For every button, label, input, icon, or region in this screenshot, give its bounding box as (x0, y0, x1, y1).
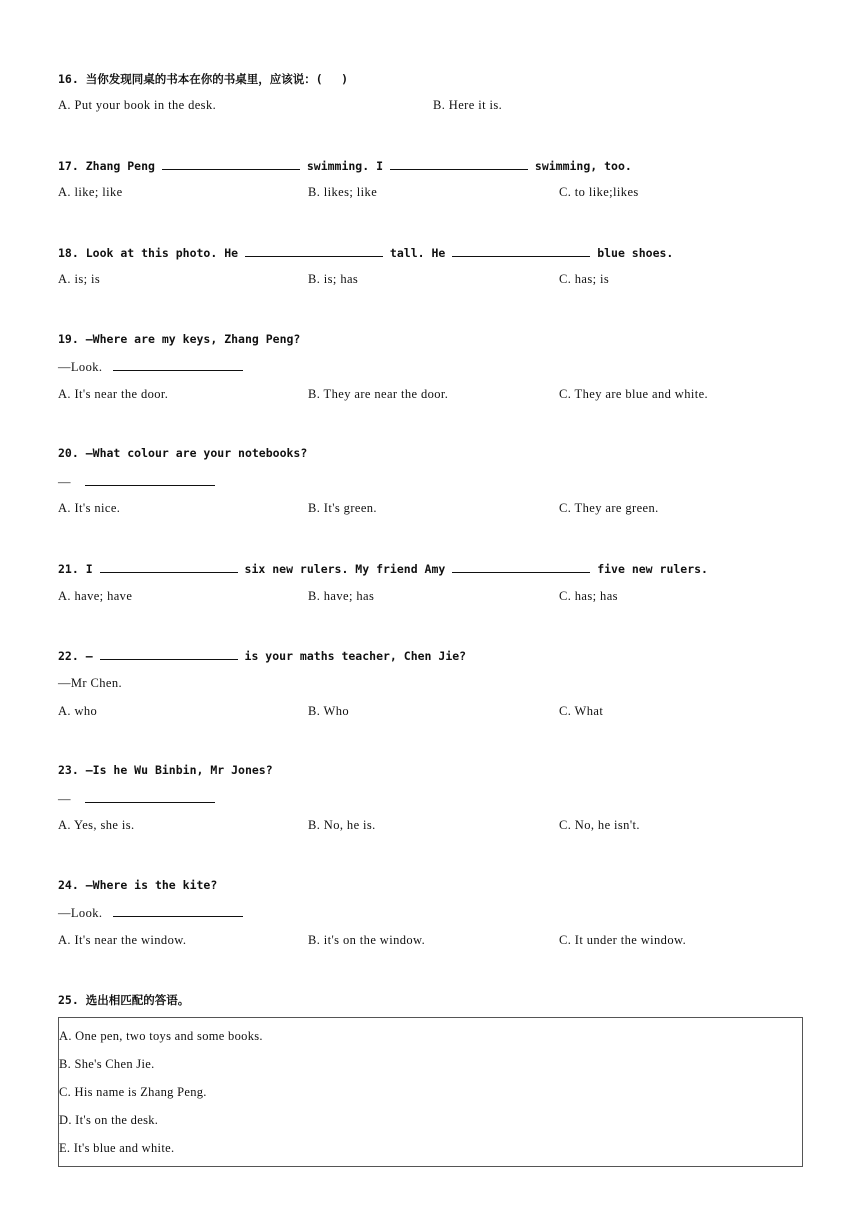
stem-part: I (85, 562, 93, 576)
option-b[interactable]: B. No, he is. (308, 818, 376, 832)
option-c[interactable]: C. has; is (559, 272, 610, 286)
reply-text: — (58, 792, 71, 806)
option-c[interactable]: C. has; has (559, 589, 618, 603)
question-19 (58, 332, 300, 346)
answer-bank-item: B. She's Chen Jie. (59, 1057, 155, 1071)
option-c[interactable]: C. It under the window. (559, 933, 687, 947)
question-24 (58, 878, 217, 892)
option-a[interactable]: A. is; is (58, 272, 101, 286)
question-number: 19. (58, 332, 79, 346)
reply-line (58, 791, 215, 807)
reply-text: —Look. (58, 360, 103, 374)
question-17 (58, 158, 632, 173)
option-a[interactable]: A. like; like (58, 185, 123, 199)
answer-blank[interactable] (100, 561, 238, 573)
reply-text: —Look. (58, 906, 103, 920)
question-20 (58, 446, 307, 460)
answer-bank-item: A. One pen, two toys and some books. (59, 1029, 263, 1043)
answer-blank[interactable] (100, 648, 238, 660)
stem-part: Look at this photo. He (85, 246, 239, 260)
answer-blank[interactable] (113, 359, 243, 371)
option-a[interactable]: A. Yes, she is. (58, 818, 135, 832)
question-number: 24. (58, 878, 79, 892)
stem-part: Zhang Peng (85, 159, 155, 173)
option-b[interactable]: B. is; has (308, 272, 359, 286)
answer-blank[interactable] (452, 561, 590, 573)
stem-part: is your maths teacher, Chen Jie? (244, 649, 467, 663)
stem-part: swimming, too. (534, 159, 632, 173)
question-number: 18. (58, 246, 79, 260)
stem-part: five new rulers. (597, 562, 708, 576)
reply-line (58, 474, 215, 490)
reply-line (58, 359, 243, 375)
question-stem: 当你发现同桌的书本在你的书桌里，应该说：( ) (85, 72, 348, 86)
option-b[interactable]: B. Who (308, 704, 350, 718)
option-a[interactable]: A. It's nice. (58, 501, 121, 515)
option-b[interactable]: B. Here it is. (433, 98, 503, 112)
option-a[interactable]: A. Put your book in the desk. (58, 98, 217, 112)
question-number: 23. (58, 763, 79, 777)
answer-bank-item: C. His name is Zhang Peng. (59, 1085, 207, 1099)
reply-line: —Mr Chen. (58, 676, 123, 690)
answer-blank[interactable] (452, 245, 590, 257)
question-number: 16. (58, 72, 79, 86)
question-21 (58, 561, 708, 576)
answer-blank[interactable] (85, 791, 215, 803)
answer-bank-item: D. It's on the desk. (59, 1113, 159, 1127)
option-a[interactable]: A. have; have (58, 589, 133, 603)
question-number: 20. (58, 446, 79, 460)
stem-part: tall. He (389, 246, 446, 260)
stem-part: — (85, 649, 93, 663)
stem-part: blue shoes. (597, 246, 674, 260)
option-c[interactable]: C. No, he isn't. (559, 818, 640, 832)
question-stem: 选出相匹配的答语。 (85, 993, 190, 1007)
question-18 (58, 245, 673, 260)
option-b[interactable]: B. have; has (308, 589, 375, 603)
option-c[interactable]: C. to like;likes (559, 185, 639, 199)
question-stem: —Is he Wu Binbin, Mr Jones? (85, 763, 273, 777)
option-c[interactable]: C. What (559, 704, 604, 718)
option-a[interactable]: A. who (58, 704, 98, 718)
stem-part: six new rulers. My friend Amy (244, 562, 446, 576)
answer-blank[interactable] (390, 158, 528, 170)
option-c[interactable]: C. They are green. (559, 501, 659, 515)
answer-blank[interactable] (113, 905, 243, 917)
question-25 (58, 992, 189, 1008)
question-22 (58, 648, 466, 663)
question-number: 25. (58, 993, 79, 1007)
question-number: 17. (58, 159, 79, 173)
reply-line (58, 905, 243, 921)
stem-part: swimming. I (306, 159, 384, 173)
question-23 (58, 763, 273, 777)
question-stem: —What colour are your notebooks? (85, 446, 308, 460)
option-a[interactable]: A. It's near the door. (58, 387, 169, 401)
option-c[interactable]: C. They are blue and white. (559, 387, 709, 401)
option-b[interactable]: B. They are near the door. (308, 387, 449, 401)
reply-text: — (58, 475, 71, 489)
option-b[interactable]: B. it's on the window. (308, 933, 426, 947)
option-b[interactable]: B. likes; like (308, 185, 378, 199)
option-b[interactable]: B. It's green. (308, 501, 377, 515)
answer-blank[interactable] (85, 474, 215, 486)
question-stem: —Where is the kite? (85, 878, 218, 892)
answer-blank[interactable] (245, 245, 383, 257)
option-a[interactable]: A. It's near the window. (58, 933, 187, 947)
answer-blank[interactable] (162, 158, 300, 170)
question-number: 21. (58, 562, 79, 576)
question-number: 22. (58, 649, 79, 663)
question-stem: —Where are my keys, Zhang Peng? (85, 332, 301, 346)
answer-bank-item: E. It's blue and white. (59, 1141, 175, 1155)
question-16 (58, 71, 348, 87)
